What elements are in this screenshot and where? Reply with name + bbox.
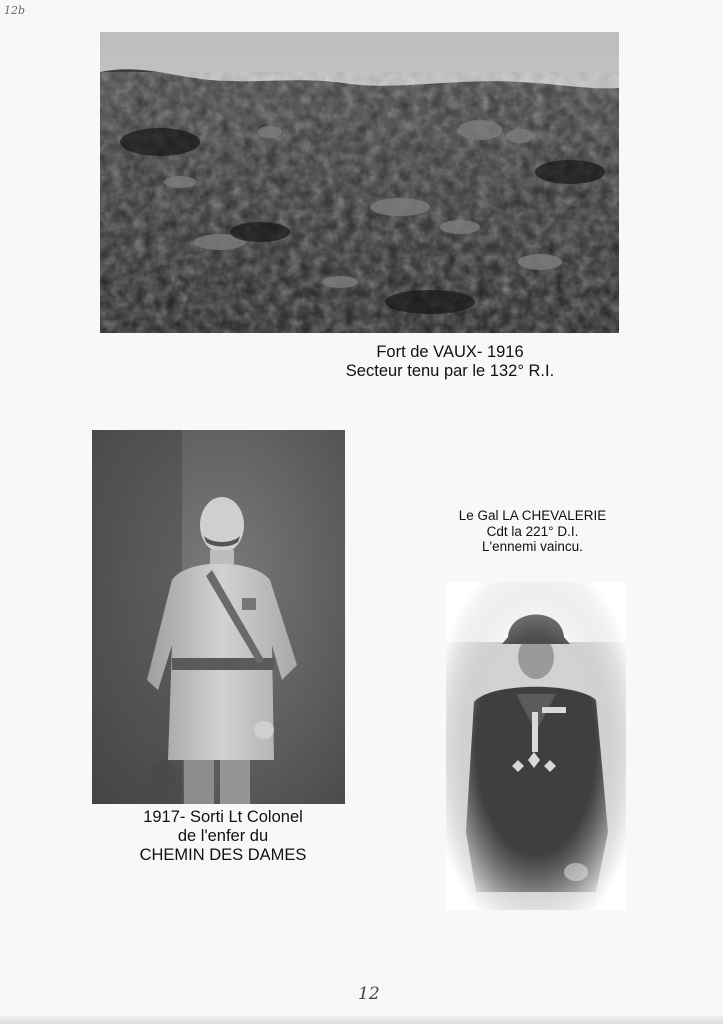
fort-caption-line: Fort de VAUX- 1916 <box>376 343 524 361</box>
fort-caption-line: Secteur tenu par le 132° R.I. <box>345 361 555 380</box>
colonel-portrait-photo <box>92 430 345 804</box>
helmeted-officer-image <box>446 582 626 910</box>
page-number: 12 <box>358 984 380 1004</box>
general-portrait-photo <box>446 582 626 910</box>
fort-de-vaux-caption <box>290 343 610 381</box>
page-bottom-edge <box>0 1016 723 1024</box>
general-caption <box>420 508 645 555</box>
colonel-caption-line: CHEMIN DES DAMES <box>139 845 307 864</box>
general-caption-line: Le Gal LA CHEVALERIE <box>458 508 607 523</box>
officer-portrait-image <box>92 430 345 804</box>
general-caption-line: Cdt la 221° D.I. <box>486 523 579 539</box>
corner-annotation: 12b <box>4 4 26 17</box>
colonel-caption-line: 1917- Sorti Lt Colonel <box>143 808 303 826</box>
colonel-caption-line: de l'enfer du <box>177 826 269 845</box>
general-caption-line: L'ennemi vaincu. <box>482 539 583 555</box>
colonel-caption <box>92 808 354 865</box>
fort-de-vaux-photo <box>100 32 619 333</box>
battlefield-image <box>100 32 619 333</box>
